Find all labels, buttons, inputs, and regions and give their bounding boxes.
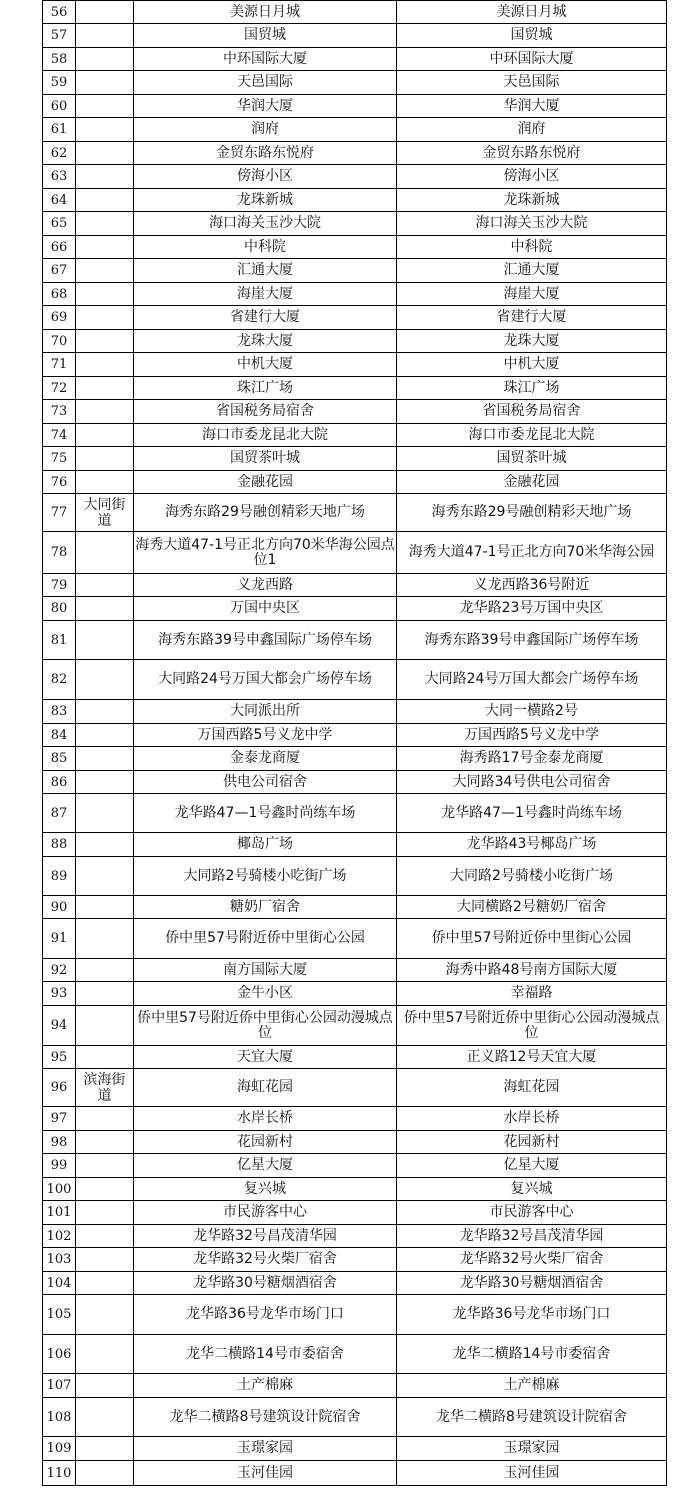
table-row xyxy=(43,747,667,771)
street-cell xyxy=(76,1461,134,1486)
address-cell: 龙华二横路8号建筑设计院宿舍 xyxy=(397,1398,667,1437)
place-name-cell: 大同路2号骑楼小吃街广场 xyxy=(134,857,397,896)
row-number: 69 xyxy=(43,306,76,330)
place-name-cell: 南方国际大厦 xyxy=(134,959,397,982)
place-name-cell: 中环国际大厦 xyxy=(134,48,397,71)
row-number: 72 xyxy=(43,377,76,400)
place-name-cell: 国贸茶叶城 xyxy=(134,447,397,471)
row-number: 90 xyxy=(43,896,76,919)
place-name-cell: 土产棉麻 xyxy=(134,1374,397,1398)
place-name-cell: 大同路24号万国大都会广场停车场 xyxy=(134,660,397,700)
table-row xyxy=(43,71,667,95)
place-name-cell: 金贸东路东悦府 xyxy=(134,142,397,165)
table-row xyxy=(43,1069,667,1107)
address-cell: 海虹花园 xyxy=(397,1069,667,1107)
row-number: 60 xyxy=(43,95,76,118)
street-cell xyxy=(76,982,134,1006)
row-number: 76 xyxy=(43,471,76,494)
table-row xyxy=(43,189,667,212)
table-row xyxy=(43,1178,667,1201)
place-name-cell: 供电公司宿舍 xyxy=(134,771,397,794)
row-number: 73 xyxy=(43,400,76,424)
table-row xyxy=(43,1335,667,1374)
place-name-cell: 龙华路36号龙华市场门口 xyxy=(134,1295,397,1335)
street-cell xyxy=(76,959,134,982)
place-name-cell: 海口市委龙昆北大院 xyxy=(134,424,397,447)
address-cell: 中科院 xyxy=(397,236,667,259)
table-row xyxy=(43,896,667,919)
table-row xyxy=(43,597,667,621)
place-name-cell: 侨中里57号附近侨中里街心公园动漫城点位 xyxy=(134,1006,397,1046)
table-row xyxy=(43,919,667,959)
table-row xyxy=(43,771,667,794)
table-row xyxy=(43,24,667,48)
table-row xyxy=(43,48,667,71)
address-cell: 万国西路5号义龙中学 xyxy=(397,724,667,747)
place-name-cell: 复兴城 xyxy=(134,1178,397,1201)
street-cell xyxy=(76,919,134,959)
row-number: 57 xyxy=(43,24,76,48)
row-number: 64 xyxy=(43,189,76,212)
table-row xyxy=(43,494,667,532)
location-table xyxy=(42,0,667,1486)
place-name-cell: 海崖大厦 xyxy=(134,283,397,306)
street-cell xyxy=(76,48,134,71)
table-row xyxy=(43,1272,667,1295)
address-cell: 侨中里57号附近侨中里街心公园动漫城点位 xyxy=(397,1006,667,1046)
street-cell xyxy=(76,377,134,400)
address-cell: 亿星大厦 xyxy=(397,1154,667,1178)
street-cell xyxy=(76,165,134,189)
place-name-cell: 海秀东路39号申鑫国际广场停车场 xyxy=(134,621,397,660)
place-name-cell: 海秀东路29号融创精彩天地广场 xyxy=(134,494,397,532)
place-name-cell: 金泰龙商厦 xyxy=(134,747,397,771)
table-row xyxy=(43,377,667,400)
place-name-cell: 龙华路30号糖烟酒宿舍 xyxy=(134,1272,397,1295)
place-name-cell: 海虹花园 xyxy=(134,1069,397,1107)
row-number: 62 xyxy=(43,142,76,165)
row-number: 81 xyxy=(43,621,76,660)
table-row xyxy=(43,306,667,330)
address-cell: 国贸茶叶城 xyxy=(397,447,667,471)
place-name-cell: 玉璟家园 xyxy=(134,1437,397,1461)
table-row xyxy=(43,959,667,982)
address-cell: 玉河佳园 xyxy=(397,1461,667,1486)
address-cell: 龙华二横路14号市委宿舍 xyxy=(397,1335,667,1374)
table-row xyxy=(43,1248,667,1272)
address-cell: 大同路34号供电公司宿舍 xyxy=(397,771,667,794)
street-cell: 大同街道 xyxy=(76,494,134,532)
street-cell xyxy=(76,1006,134,1046)
table-row xyxy=(43,1154,667,1178)
place-name-cell: 中机大厦 xyxy=(134,353,397,377)
place-name-cell: 金融花园 xyxy=(134,471,397,494)
row-number: 95 xyxy=(43,1046,76,1069)
table-body xyxy=(43,1,667,1486)
row-number: 71 xyxy=(43,353,76,377)
table-row xyxy=(43,118,667,142)
row-number: 109 xyxy=(43,1437,76,1461)
address-cell: 海秀大道47-1号正北方向70米华海公园 xyxy=(397,532,667,574)
address-cell: 润府 xyxy=(397,118,667,142)
address-cell: 海秀路17号金泰龙商厦 xyxy=(397,747,667,771)
address-cell: 龙华路43号椰岛广场 xyxy=(397,833,667,857)
street-cell xyxy=(76,189,134,212)
address-cell: 幸福路 xyxy=(397,982,667,1006)
table-row xyxy=(43,1131,667,1154)
address-cell: 海口海关玉沙大院 xyxy=(397,212,667,236)
table-row xyxy=(43,424,667,447)
place-name-cell: 金牛小区 xyxy=(134,982,397,1006)
street-cell xyxy=(76,306,134,330)
street-cell xyxy=(76,771,134,794)
address-cell: 金融花园 xyxy=(397,471,667,494)
street-cell xyxy=(76,95,134,118)
street-cell xyxy=(76,1154,134,1178)
row-number: 97 xyxy=(43,1107,76,1131)
table-row xyxy=(43,532,667,574)
address-cell: 海秀东路39号申鑫国际广场停车场 xyxy=(397,621,667,660)
place-name-cell: 龙珠新城 xyxy=(134,189,397,212)
row-number: 96 xyxy=(43,1069,76,1107)
address-cell: 大同一横路2号 xyxy=(397,700,667,724)
table-row xyxy=(43,1295,667,1335)
place-name-cell: 花园新村 xyxy=(134,1131,397,1154)
table-row xyxy=(43,95,667,118)
row-number: 99 xyxy=(43,1154,76,1178)
table-row xyxy=(43,1107,667,1131)
table-row xyxy=(43,1201,667,1225)
row-number: 102 xyxy=(43,1225,76,1248)
place-name-cell: 水岸长桥 xyxy=(134,1107,397,1131)
row-number: 77 xyxy=(43,494,76,532)
row-number: 59 xyxy=(43,71,76,95)
row-number: 93 xyxy=(43,982,76,1006)
address-cell: 大同路24号万国大都会广场停车场 xyxy=(397,660,667,700)
address-cell: 海崖大厦 xyxy=(397,283,667,306)
address-cell: 龙珠大厦 xyxy=(397,330,667,353)
table-row xyxy=(43,833,667,857)
address-cell: 华润大厦 xyxy=(397,95,667,118)
table-row xyxy=(43,330,667,353)
street-cell xyxy=(76,724,134,747)
street-cell xyxy=(76,700,134,724)
street-cell xyxy=(76,283,134,306)
street-cell xyxy=(76,747,134,771)
street-cell xyxy=(76,212,134,236)
street-cell xyxy=(76,471,134,494)
place-name-cell: 龙华二横路8号建筑设计院宿舍 xyxy=(134,1398,397,1437)
row-number: 94 xyxy=(43,1006,76,1046)
street-cell xyxy=(76,1201,134,1225)
place-name-cell: 椰岛广场 xyxy=(134,833,397,857)
place-name-cell: 龙华二横路14号市委宿舍 xyxy=(134,1335,397,1374)
table-row xyxy=(43,660,667,700)
street-cell xyxy=(76,1225,134,1248)
place-name-cell: 糖奶厂宿舍 xyxy=(134,896,397,919)
table-row xyxy=(43,353,667,377)
address-cell: 大同路2号骑楼小吃街广场 xyxy=(397,857,667,896)
row-number: 80 xyxy=(43,597,76,621)
row-number: 78 xyxy=(43,532,76,574)
table-row xyxy=(43,142,667,165)
row-number: 68 xyxy=(43,283,76,306)
street-cell xyxy=(76,1335,134,1374)
address-cell: 省建行大厦 xyxy=(397,306,667,330)
street-cell xyxy=(76,896,134,919)
address-cell: 龙华路32号火柴厂宿舍 xyxy=(397,1248,667,1272)
address-cell: 侨中里57号附近侨中里街心公园 xyxy=(397,919,667,959)
place-name-cell: 龙华路32号昌茂清华园 xyxy=(134,1225,397,1248)
address-cell: 龙华路30号糖烟酒宿舍 xyxy=(397,1272,667,1295)
address-cell: 国贸城 xyxy=(397,24,667,48)
row-number: 85 xyxy=(43,747,76,771)
street-cell xyxy=(76,118,134,142)
street-cell xyxy=(76,857,134,896)
place-name-cell: 天邑国际 xyxy=(134,71,397,95)
table-row xyxy=(43,700,667,724)
address-cell: 龙珠新城 xyxy=(397,189,667,212)
street-cell xyxy=(76,353,134,377)
place-name-cell: 珠江广场 xyxy=(134,377,397,400)
row-number: 56 xyxy=(43,1,76,24)
street-cell xyxy=(76,1107,134,1131)
table-row xyxy=(43,621,667,660)
street-cell xyxy=(76,142,134,165)
row-number: 108 xyxy=(43,1398,76,1437)
row-number: 66 xyxy=(43,236,76,259)
street-cell: 滨海街道 xyxy=(76,1069,134,1107)
table-row xyxy=(43,1006,667,1046)
place-name-cell: 美源日月城 xyxy=(134,1,397,24)
row-number: 75 xyxy=(43,447,76,471)
row-number: 70 xyxy=(43,330,76,353)
place-name-cell: 万国中央区 xyxy=(134,597,397,621)
table-row xyxy=(43,982,667,1006)
address-cell: 省国税务局宿舍 xyxy=(397,400,667,424)
table-row xyxy=(43,724,667,747)
address-cell: 土产棉麻 xyxy=(397,1374,667,1398)
street-cell xyxy=(76,833,134,857)
row-number: 89 xyxy=(43,857,76,896)
street-cell xyxy=(76,24,134,48)
place-name-cell: 市民游客中心 xyxy=(134,1201,397,1225)
street-cell xyxy=(76,532,134,574)
address-cell: 美源日月城 xyxy=(397,1,667,24)
row-number: 100 xyxy=(43,1178,76,1201)
row-number: 103 xyxy=(43,1248,76,1272)
address-cell: 龙华路47—1号鑫时尚练车场 xyxy=(397,794,667,833)
row-number: 61 xyxy=(43,118,76,142)
table-row xyxy=(43,1046,667,1069)
address-cell: 汇通大厦 xyxy=(397,259,667,283)
row-number: 101 xyxy=(43,1201,76,1225)
row-number: 63 xyxy=(43,165,76,189)
address-cell: 龙华路23号万国中央区 xyxy=(397,597,667,621)
street-cell xyxy=(76,330,134,353)
table-row xyxy=(43,259,667,283)
place-name-cell: 傍海小区 xyxy=(134,165,397,189)
table-row xyxy=(43,574,667,597)
place-name-cell: 龙华路47—1号鑫时尚练车场 xyxy=(134,794,397,833)
row-number: 82 xyxy=(43,660,76,700)
place-name-cell: 义龙西路 xyxy=(134,574,397,597)
address-cell: 珠江广场 xyxy=(397,377,667,400)
table-row xyxy=(43,283,667,306)
row-number: 88 xyxy=(43,833,76,857)
place-name-cell: 汇通大厦 xyxy=(134,259,397,283)
place-name-cell: 玉河佳园 xyxy=(134,1461,397,1486)
place-name-cell: 华润大厦 xyxy=(134,95,397,118)
street-cell xyxy=(76,447,134,471)
table-row xyxy=(43,857,667,896)
row-number: 105 xyxy=(43,1295,76,1335)
address-cell: 花园新村 xyxy=(397,1131,667,1154)
address-cell: 义龙西路36号附近 xyxy=(397,574,667,597)
place-name-cell: 海秀大道47-1号正北方向70米华海公园点位1 xyxy=(134,532,397,574)
address-cell: 玉璟家园 xyxy=(397,1437,667,1461)
street-cell xyxy=(76,794,134,833)
place-name-cell: 万国西路5号义龙中学 xyxy=(134,724,397,747)
table-row xyxy=(43,1461,667,1486)
row-number: 83 xyxy=(43,700,76,724)
row-number: 104 xyxy=(43,1272,76,1295)
table-row xyxy=(43,1,667,24)
address-cell: 天邑国际 xyxy=(397,71,667,95)
street-cell xyxy=(76,1398,134,1437)
street-cell xyxy=(76,660,134,700)
street-cell xyxy=(76,1,134,24)
table-row xyxy=(43,236,667,259)
address-cell: 傍海小区 xyxy=(397,165,667,189)
address-cell: 正义路12号天宜大厦 xyxy=(397,1046,667,1069)
street-cell xyxy=(76,574,134,597)
place-name-cell: 省国税务局宿舍 xyxy=(134,400,397,424)
address-cell: 龙华路36号龙华市场门口 xyxy=(397,1295,667,1335)
place-name-cell: 龙华路32号火柴厂宿舍 xyxy=(134,1248,397,1272)
row-number: 74 xyxy=(43,424,76,447)
row-number: 86 xyxy=(43,771,76,794)
address-cell: 海秀东路29号融创精彩天地广场 xyxy=(397,494,667,532)
address-cell: 市民游客中心 xyxy=(397,1201,667,1225)
street-cell xyxy=(76,1295,134,1335)
address-cell: 中机大厦 xyxy=(397,353,667,377)
street-cell xyxy=(76,1178,134,1201)
table-row xyxy=(43,212,667,236)
table-row xyxy=(43,1398,667,1437)
place-name-cell: 亿星大厦 xyxy=(134,1154,397,1178)
address-cell: 大同横路2号糖奶厂宿舍 xyxy=(397,896,667,919)
place-name-cell: 大同派出所 xyxy=(134,700,397,724)
street-cell xyxy=(76,621,134,660)
row-number: 98 xyxy=(43,1131,76,1154)
table-row xyxy=(43,1374,667,1398)
street-cell xyxy=(76,424,134,447)
street-cell xyxy=(76,1374,134,1398)
address-cell: 中环国际大厦 xyxy=(397,48,667,71)
place-name-cell: 海口海关玉沙大院 xyxy=(134,212,397,236)
table-row xyxy=(43,447,667,471)
row-number: 91 xyxy=(43,919,76,959)
place-name-cell: 国贸城 xyxy=(134,24,397,48)
row-number: 110 xyxy=(43,1461,76,1486)
place-name-cell: 龙珠大厦 xyxy=(134,330,397,353)
row-number: 79 xyxy=(43,574,76,597)
row-number: 84 xyxy=(43,724,76,747)
street-cell xyxy=(76,1248,134,1272)
table-row xyxy=(43,1225,667,1248)
table-row xyxy=(43,1437,667,1461)
row-number: 92 xyxy=(43,959,76,982)
street-cell xyxy=(76,71,134,95)
place-name-cell: 省建行大厦 xyxy=(134,306,397,330)
street-cell xyxy=(76,259,134,283)
street-cell xyxy=(76,1272,134,1295)
address-cell: 海口市委龙昆北大院 xyxy=(397,424,667,447)
address-cell: 龙华路32号昌茂清华园 xyxy=(397,1225,667,1248)
street-cell xyxy=(76,236,134,259)
place-name-cell: 中科院 xyxy=(134,236,397,259)
street-cell xyxy=(76,597,134,621)
address-cell: 金贸东路东悦府 xyxy=(397,142,667,165)
address-cell: 水岸长桥 xyxy=(397,1107,667,1131)
address-cell: 复兴城 xyxy=(397,1178,667,1201)
row-number: 106 xyxy=(43,1335,76,1374)
street-cell xyxy=(76,1046,134,1069)
street-cell xyxy=(76,1131,134,1154)
row-number: 65 xyxy=(43,212,76,236)
place-name-cell: 润府 xyxy=(134,118,397,142)
table-row xyxy=(43,471,667,494)
street-cell xyxy=(76,400,134,424)
table-row xyxy=(43,165,667,189)
place-name-cell: 天宜大厦 xyxy=(134,1046,397,1069)
row-number: 67 xyxy=(43,259,76,283)
place-name-cell: 侨中里57号附近侨中里街心公园 xyxy=(134,919,397,959)
address-cell: 海秀中路48号南方国际大厦 xyxy=(397,959,667,982)
street-cell xyxy=(76,1437,134,1461)
table-row xyxy=(43,794,667,833)
row-number: 58 xyxy=(43,48,76,71)
row-number: 87 xyxy=(43,794,76,833)
table-row xyxy=(43,400,667,424)
row-number: 107 xyxy=(43,1374,76,1398)
